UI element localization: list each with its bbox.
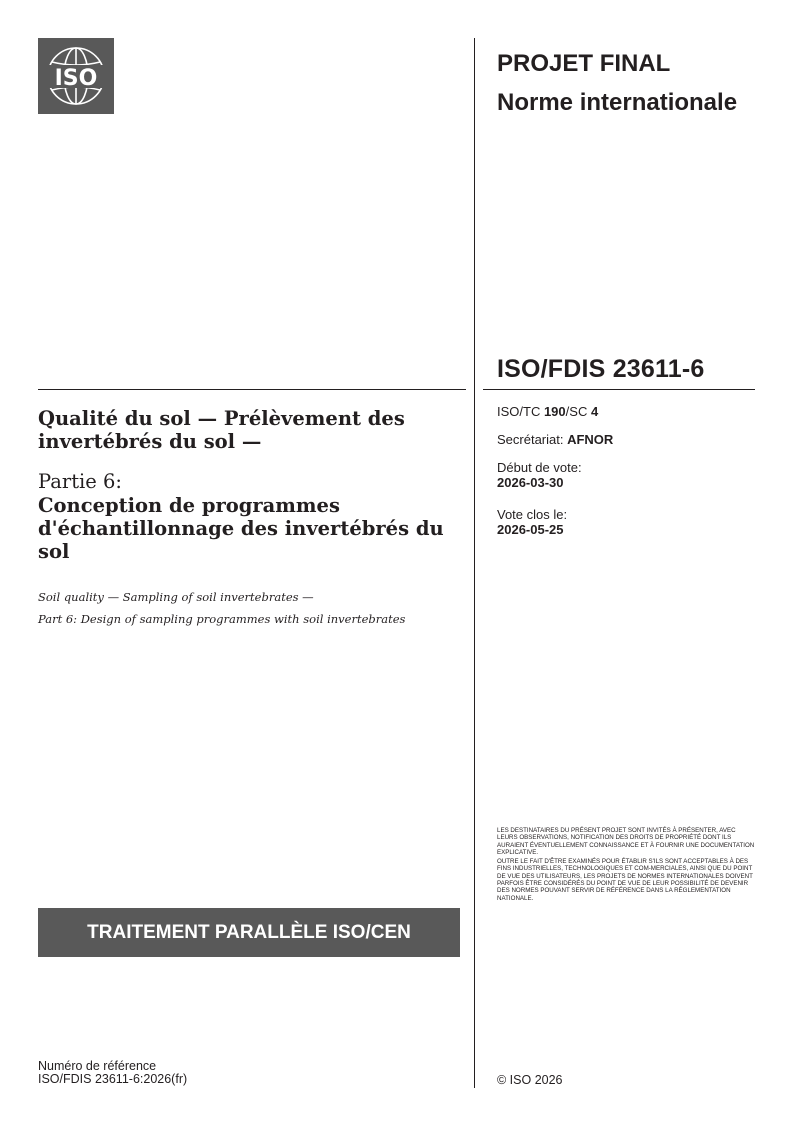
- divider-right: [483, 389, 755, 390]
- document-status: PROJET FINAL: [497, 50, 671, 77]
- reference-label: Numéro de référence: [38, 1059, 157, 1073]
- document-type: Norme internationale: [497, 89, 738, 116]
- vote-start-date: 2026-03-30: [497, 475, 564, 490]
- title-en-line1: Soil quality — Sampling of soil invertebrates —: [38, 590, 314, 604]
- divider-left: [38, 389, 466, 390]
- parallel-processing-banner: TRAITEMENT PARALLÈLE ISO/CEN: [38, 908, 460, 957]
- iso-logo-icon: [38, 38, 114, 114]
- iso-logo-text: ISO: [54, 66, 98, 91]
- committee: ISO/TC 190/SC 4: [497, 404, 599, 419]
- title-en-line2: Part 6: Design of sampling programmes with soil invertebrates: [38, 612, 406, 626]
- vote-start-label: Début de vote:: [497, 460, 582, 475]
- notice-para2: OUTRE LE FAIT D'ÊTRE EXAMINÉS POUR ÉTABLIR S'ILS SONT ACCEPTABLES À DES FINS INDUSTRIELLES, TECHNOLOGIQUES ET COM-MERCIALES, AINSI QUE DU POINT DE VUE DES UTILISATEURS, LES PROJETS DE NORMES INTERNATIONALES DOIVENT PARFOIS ÊTRE CONSIDÉRÉS DU POINT DE VUE DE LEUR POSSIBILITÉ DE DEVENIR DES NORMES POUVANT SERVIR DE RÉFÉRENCE DANS LA RÉGLEMENTATION NATIONALE.: [497, 858, 753, 902]
- vote-end-label: Vote clos le:: [497, 507, 568, 522]
- notice-para1: LES DESTINATAIRES DU PRÉSENT PROJET SONT INVITÉS À PRÉSENTER, AVEC LEURS OBSERVATIONS, NOTIFICATION DES DROITS DE PROPRIÉTÉ DONT ILS AURAIENT ÉVENTUELLEMENT CONNAISSANCE ET À FOURNIR UNE DOCUMENTATION EXPLICATIVE.: [497, 827, 755, 856]
- reference-value: ISO/FDIS 23611-6:2026(fr): [38, 1072, 188, 1086]
- vote-end-date: 2026-05-25: [497, 522, 564, 537]
- copyright: © ISO 2026: [497, 1073, 563, 1087]
- title-main: Qualité du sol — Prélèvement des invertébrés du sol —: [38, 407, 405, 453]
- title-part: Conception de programmes d'échantillonnage des invertébrés du sol: [38, 494, 444, 563]
- vote-end: [497, 507, 567, 537]
- notice: [497, 827, 757, 904]
- reference-number: [38, 1060, 187, 1086]
- title-partie: Partie 6:: [38, 470, 122, 493]
- column-divider: [474, 38, 475, 1088]
- document-number: ISO/FDIS 23611-6: [497, 355, 705, 383]
- vote-start: [497, 460, 582, 490]
- secretariat: Secrétariat: AFNOR: [497, 432, 614, 447]
